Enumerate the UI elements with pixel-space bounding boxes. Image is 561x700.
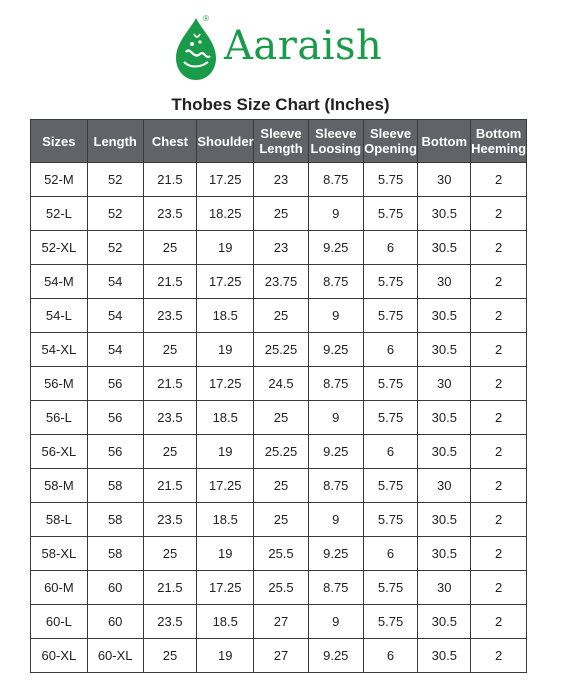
table-cell: 9.25 <box>308 537 363 571</box>
table-cell: 2 <box>471 163 527 197</box>
table-cell: 60-L <box>31 605 88 639</box>
table-cell: 5.75 <box>363 605 418 639</box>
table-cell: 17.25 <box>197 469 254 503</box>
table-cell: 25.5 <box>254 571 309 605</box>
table-cell: 18.5 <box>197 401 254 435</box>
brand-logo <box>170 14 400 84</box>
table-cell: 19 <box>197 333 254 367</box>
table-row <box>31 299 527 333</box>
table-cell: 8.75 <box>308 163 363 197</box>
table-cell: 30.5 <box>418 435 471 469</box>
table-cell: 9 <box>308 605 363 639</box>
table-cell: 27 <box>254 605 309 639</box>
column-header: Sizes <box>31 120 88 163</box>
table-cell: 52-M <box>31 163 88 197</box>
table-row <box>31 163 527 197</box>
table-cell: 17.25 <box>197 571 254 605</box>
table-cell: 60-M <box>31 571 88 605</box>
table-cell: 54 <box>87 265 143 299</box>
table-row <box>31 537 527 571</box>
column-header: Chest <box>143 120 197 163</box>
table-cell: 60 <box>87 571 143 605</box>
table-cell: 18.5 <box>197 503 254 537</box>
table-cell: 23.5 <box>143 401 197 435</box>
column-header: Length <box>87 120 143 163</box>
table-cell: 56-M <box>31 367 88 401</box>
table-cell: 60-XL <box>87 639 143 673</box>
table-cell: 60 <box>87 605 143 639</box>
table-cell: 5.75 <box>363 163 418 197</box>
table-cell: 30 <box>418 571 471 605</box>
table-cell: 30.5 <box>418 299 471 333</box>
table-cell: 52 <box>87 163 143 197</box>
table-cell: 2 <box>471 401 527 435</box>
table-cell: 25 <box>254 469 309 503</box>
table-row <box>31 333 527 367</box>
table-cell: 17.25 <box>197 163 254 197</box>
table-cell: 25 <box>254 197 309 231</box>
table-cell: 54-L <box>31 299 88 333</box>
table-cell: 9 <box>308 401 363 435</box>
table-cell: 25 <box>143 333 197 367</box>
table-cell: 54 <box>87 299 143 333</box>
table-cell: 6 <box>363 333 418 367</box>
table-row <box>31 401 527 435</box>
table-cell: 2 <box>471 265 527 299</box>
table-cell: 8.75 <box>308 265 363 299</box>
table-cell: 21.5 <box>143 367 197 401</box>
table-cell: 30 <box>418 265 471 299</box>
table-cell: 54-XL <box>31 333 88 367</box>
chart-title: Thobes Size Chart (Inches) <box>171 95 390 114</box>
table-cell: 30 <box>418 163 471 197</box>
table-cell: 2 <box>471 367 527 401</box>
table-cell: 9.25 <box>308 435 363 469</box>
table-cell: 58-M <box>31 469 88 503</box>
table-cell: 23.5 <box>143 503 197 537</box>
table-cell: 2 <box>471 639 527 673</box>
table-cell: 21.5 <box>143 265 197 299</box>
table-cell: 9 <box>308 503 363 537</box>
table-cell: 18.5 <box>197 605 254 639</box>
table-cell: 30.5 <box>418 231 471 265</box>
table-cell: 2 <box>471 605 527 639</box>
table-cell: 27 <box>254 639 309 673</box>
table-cell: 9 <box>308 197 363 231</box>
table-cell: 30.5 <box>418 503 471 537</box>
table-cell: 30 <box>418 469 471 503</box>
table-cell: 21.5 <box>143 469 197 503</box>
table-cell: 6 <box>363 231 418 265</box>
table-cell: 23 <box>254 231 309 265</box>
table-cell: 25.5 <box>254 537 309 571</box>
registered-mark: ® <box>203 14 209 23</box>
table-cell: 23.75 <box>254 265 309 299</box>
table-cell: 5.75 <box>363 265 418 299</box>
table-row <box>31 435 527 469</box>
table-row <box>31 231 527 265</box>
logo-drop-icon <box>170 16 222 82</box>
table-row <box>31 469 527 503</box>
table-cell: 9 <box>308 299 363 333</box>
table-row <box>31 605 527 639</box>
brand-name: Aaraish <box>224 23 383 69</box>
table-cell: 2 <box>471 299 527 333</box>
table-cell: 23 <box>254 163 309 197</box>
table-body <box>31 163 527 673</box>
table-cell: 2 <box>471 435 527 469</box>
table-cell: 5.75 <box>363 469 418 503</box>
table-cell: 30.5 <box>418 537 471 571</box>
table-cell: 8.75 <box>308 469 363 503</box>
table-cell: 24.5 <box>254 367 309 401</box>
table-cell: 21.5 <box>143 163 197 197</box>
table-cell: 9.25 <box>308 231 363 265</box>
table-cell: 58 <box>87 469 143 503</box>
table-cell: 58-XL <box>31 537 88 571</box>
table-row <box>31 367 527 401</box>
table-cell: 5.75 <box>363 401 418 435</box>
table-cell: 6 <box>363 639 418 673</box>
table-cell: 30 <box>418 367 471 401</box>
table-cell: 52-XL <box>31 231 88 265</box>
table-cell: 19 <box>197 231 254 265</box>
table-cell: 18.25 <box>197 197 254 231</box>
table-cell: 2 <box>471 571 527 605</box>
table-cell: 25 <box>143 231 197 265</box>
table-cell: 19 <box>197 639 254 673</box>
table-cell: 17.25 <box>197 265 254 299</box>
table-cell: 58 <box>87 503 143 537</box>
table-cell: 6 <box>363 537 418 571</box>
table-cell: 8.75 <box>308 571 363 605</box>
table-cell: 56 <box>87 401 143 435</box>
table-cell: 54 <box>87 333 143 367</box>
table-cell: 30.5 <box>418 639 471 673</box>
table-cell: 58-L <box>31 503 88 537</box>
table-cell: 25 <box>143 537 197 571</box>
table-row <box>31 265 527 299</box>
table-cell: 56 <box>87 367 143 401</box>
table-cell: 52-L <box>31 197 88 231</box>
table-cell: 54-M <box>31 265 88 299</box>
size-chart-table <box>30 119 527 673</box>
table-cell: 5.75 <box>363 503 418 537</box>
table-cell: 9.25 <box>308 639 363 673</box>
table-header-row <box>31 120 527 163</box>
table-cell: 56 <box>87 435 143 469</box>
table-cell: 2 <box>471 469 527 503</box>
table-cell: 5.75 <box>363 367 418 401</box>
table-cell: 23.5 <box>143 605 197 639</box>
table-cell: 19 <box>197 537 254 571</box>
table-cell: 25 <box>254 299 309 333</box>
table-cell: 25 <box>254 503 309 537</box>
table-cell: 52 <box>87 231 143 265</box>
table-cell: 25 <box>143 435 197 469</box>
table-cell: 23.5 <box>143 299 197 333</box>
table-cell: 2 <box>471 231 527 265</box>
table-cell: 2 <box>471 333 527 367</box>
table-cell: 25 <box>254 401 309 435</box>
table-row <box>31 639 527 673</box>
table-cell: 52 <box>87 197 143 231</box>
table-row <box>31 197 527 231</box>
table-cell: 56-L <box>31 401 88 435</box>
table-cell: 19 <box>197 435 254 469</box>
column-header: Sleeve Length <box>254 120 309 163</box>
table-row <box>31 571 527 605</box>
table-cell: 5.75 <box>363 299 418 333</box>
table-cell: 17.25 <box>197 367 254 401</box>
table-cell: 8.75 <box>308 367 363 401</box>
table-cell: 21.5 <box>143 571 197 605</box>
table-cell: 25.25 <box>254 435 309 469</box>
table-cell: 25 <box>143 639 197 673</box>
table-cell: 5.75 <box>363 571 418 605</box>
table-cell: 6 <box>363 435 418 469</box>
table-cell: 30.5 <box>418 401 471 435</box>
table-cell: 30.5 <box>418 605 471 639</box>
table-cell: 58 <box>87 537 143 571</box>
column-header: Bottom Heeming <box>471 120 527 163</box>
table-cell: 60-XL <box>31 639 88 673</box>
column-header: Shoulder <box>197 120 254 163</box>
table-row <box>31 503 527 537</box>
table-cell: 18.5 <box>197 299 254 333</box>
table-cell: 56-XL <box>31 435 88 469</box>
table-cell: 2 <box>471 503 527 537</box>
table-cell: 30.5 <box>418 333 471 367</box>
table-cell: 30.5 <box>418 197 471 231</box>
table-cell: 9.25 <box>308 333 363 367</box>
table-cell: 23.5 <box>143 197 197 231</box>
table-cell: 5.75 <box>363 197 418 231</box>
column-header: Sleeve Opening <box>363 120 418 163</box>
table-cell: 2 <box>471 197 527 231</box>
column-header: Sleeve Loosing <box>308 120 363 163</box>
column-header: Bottom <box>418 120 471 163</box>
table-cell: 25.25 <box>254 333 309 367</box>
table-cell: 2 <box>471 537 527 571</box>
